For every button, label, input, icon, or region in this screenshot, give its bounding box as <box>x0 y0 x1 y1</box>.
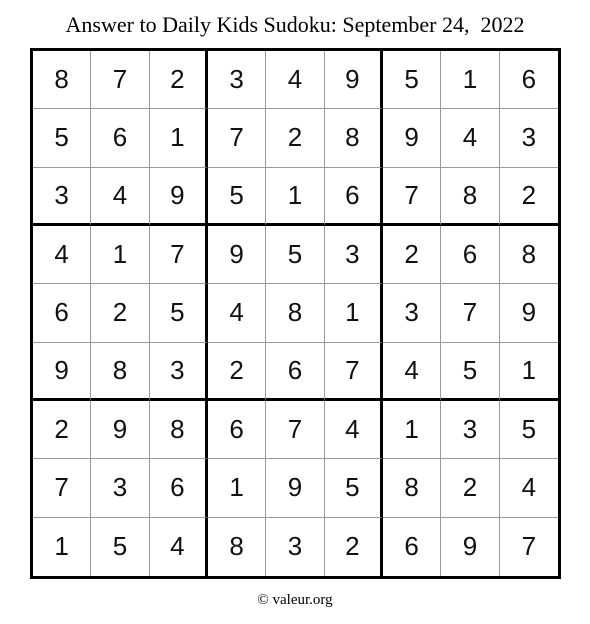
sudoku-cell: 9 <box>208 226 266 284</box>
sudoku-cell: 6 <box>150 459 208 517</box>
sudoku-cell: 4 <box>33 226 91 284</box>
sudoku-cell: 2 <box>383 226 441 284</box>
sudoku-cell: 7 <box>325 343 383 401</box>
sudoku-cell: 5 <box>150 284 208 342</box>
sudoku-cell: 6 <box>500 51 558 109</box>
sudoku-cell: 6 <box>266 343 324 401</box>
sudoku-cell: 2 <box>91 284 149 342</box>
sudoku-cell: 1 <box>383 401 441 459</box>
sudoku-cell: 1 <box>325 284 383 342</box>
sudoku-cell: 7 <box>266 401 324 459</box>
sudoku-cell: 4 <box>325 401 383 459</box>
sudoku-cell: 8 <box>500 226 558 284</box>
sudoku-cell: 2 <box>150 51 208 109</box>
sudoku-cell: 6 <box>91 109 149 167</box>
sudoku-cell: 5 <box>325 459 383 517</box>
sudoku-cell: 6 <box>33 284 91 342</box>
sudoku-cell: 6 <box>441 226 499 284</box>
sudoku-cell: 3 <box>150 343 208 401</box>
sudoku-cell: 7 <box>441 284 499 342</box>
sudoku-cell: 4 <box>441 109 499 167</box>
sudoku-cell: 6 <box>325 168 383 226</box>
sudoku-cell: 4 <box>266 51 324 109</box>
sudoku-cell: 3 <box>266 518 324 576</box>
sudoku-cell: 8 <box>208 518 266 576</box>
sudoku-cell: 8 <box>441 168 499 226</box>
sudoku-cell: 3 <box>325 226 383 284</box>
sudoku-cell: 6 <box>383 518 441 576</box>
sudoku-cell: 7 <box>150 226 208 284</box>
sudoku-cell: 3 <box>500 109 558 167</box>
sudoku-cell: 5 <box>208 168 266 226</box>
sudoku-cell: 8 <box>33 51 91 109</box>
sudoku-cell: 5 <box>91 518 149 576</box>
sudoku-cell: 1 <box>91 226 149 284</box>
sudoku-cell: 1 <box>266 168 324 226</box>
sudoku-cell: 9 <box>33 343 91 401</box>
sudoku-cell: 9 <box>150 168 208 226</box>
sudoku-cell: 2 <box>208 343 266 401</box>
sudoku-cell: 7 <box>91 51 149 109</box>
sudoku-cell: 2 <box>33 401 91 459</box>
sudoku-cell: 9 <box>266 459 324 517</box>
sudoku-cell: 8 <box>383 459 441 517</box>
sudoku-cell: 1 <box>441 51 499 109</box>
sudoku-cell: 4 <box>91 168 149 226</box>
sudoku-cell: 4 <box>208 284 266 342</box>
sudoku-cell: 4 <box>500 459 558 517</box>
sudoku-cell: 2 <box>266 109 324 167</box>
page-title: Answer to Daily Kids Sudoku: September 24, 2022 <box>65 12 525 37</box>
copyright-footer: © valeur.org <box>257 592 333 608</box>
sudoku-cell: 8 <box>325 109 383 167</box>
sudoku-cell: 9 <box>383 109 441 167</box>
sudoku-cell: 2 <box>441 459 499 517</box>
sudoku-cell: 4 <box>150 518 208 576</box>
sudoku-cell: 1 <box>500 343 558 401</box>
sudoku-cell: 1 <box>208 459 266 517</box>
sudoku-cell: 5 <box>441 343 499 401</box>
sudoku-cell: 9 <box>441 518 499 576</box>
sudoku-cell: 2 <box>500 168 558 226</box>
sudoku-cell: 7 <box>208 109 266 167</box>
sudoku-cell: 7 <box>33 459 91 517</box>
sudoku-cell: 6 <box>208 401 266 459</box>
sudoku-cell: 2 <box>325 518 383 576</box>
sudoku-grid <box>30 48 561 579</box>
sudoku-cell: 8 <box>91 343 149 401</box>
sudoku-cell: 5 <box>383 51 441 109</box>
sudoku-cell: 1 <box>33 518 91 576</box>
sudoku-cell: 3 <box>441 401 499 459</box>
sudoku-cell: 4 <box>383 343 441 401</box>
sudoku-cell: 7 <box>383 168 441 226</box>
sudoku-cell: 7 <box>521 531 537 562</box>
sudoku-cell: 3 <box>33 168 91 226</box>
sudoku-cell: 9 <box>91 401 149 459</box>
sudoku-cell: 5 <box>266 226 324 284</box>
sudoku-cell: 9 <box>500 284 558 342</box>
sudoku-cell: 3 <box>91 459 149 517</box>
sudoku-cell: 8 <box>266 284 324 342</box>
sudoku-cell: 5 <box>500 401 558 459</box>
sudoku-cell: 1 <box>150 109 208 167</box>
sudoku-cell: 8 <box>150 401 208 459</box>
sudoku-cell: 3 <box>383 284 441 342</box>
sudoku-cell: 3 <box>208 51 266 109</box>
sudoku-cell: 9 <box>325 51 383 109</box>
sudoku-cell: 5 <box>33 109 91 167</box>
